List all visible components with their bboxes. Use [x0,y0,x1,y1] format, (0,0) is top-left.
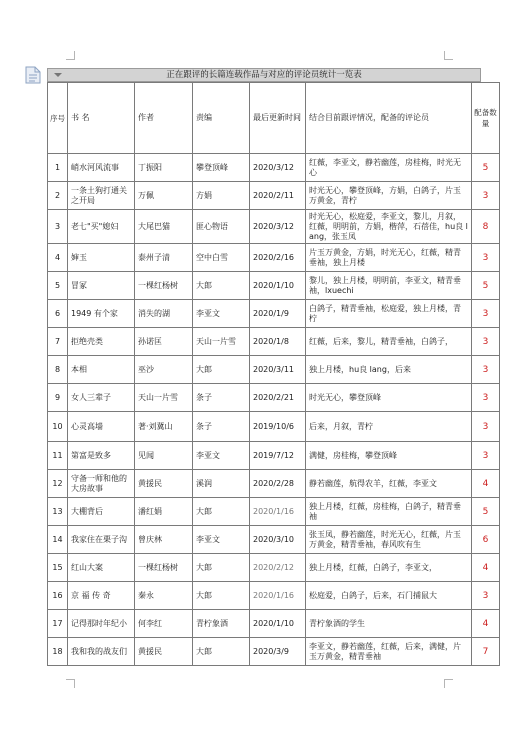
table-row [48,610,500,638]
row-book[interactable]: 记得那时年纪小 [68,610,135,638]
margin-mark-top-right [444,51,453,60]
row-count[interactable]: 5 [472,272,500,300]
row-date[interactable]: 2020/2/11 [250,182,306,210]
row-reviewers[interactable]: 青柠象酒的学生 [306,610,472,638]
header-book: 书 名 [68,83,135,154]
row-reviewers[interactable]: 时光无心，攀登顶峰，方娟，白鸽子，片玉万黄金，青柠 [306,182,472,210]
row-count[interactable]: 3 [472,244,500,272]
table-title: 正在跟评的长篇连载作品与对应的评论员统计一览表 [166,70,362,80]
row-author[interactable]: 秦永 [135,582,193,610]
row-index[interactable]: 8 [48,356,68,384]
row-reviewers[interactable]: 片玉万黄金，方娟，时光无心，红薇，精青垂袖，独上月楼 [306,244,472,272]
row-author[interactable]: 著·刘冀山 [135,412,193,442]
table-row [48,210,500,244]
header-index: 序号 [48,83,68,154]
row-index[interactable]: 15 [48,554,68,582]
row-book[interactable]: 守备一师和他的大房故事 [68,470,135,498]
row-reviewers[interactable]: 后来，月叙，青柠 [306,412,472,442]
row-count[interactable]: 7 [472,638,500,666]
row-author[interactable]: 黄援民 [135,638,193,666]
row-count[interactable]: 3 [472,182,500,210]
row-book[interactable]: 红山大案 [68,554,135,582]
row-editor[interactable]: 大郎 [193,554,250,582]
margin-mark-top-left [66,51,75,60]
reviewer-table [47,82,500,666]
row-date[interactable]: 2019/10/6 [250,412,306,442]
row-index[interactable]: 12 [48,470,68,498]
table-row [48,272,500,300]
row-index[interactable]: 13 [48,498,68,526]
row-editor[interactable]: 条子 [193,412,250,442]
document-icon[interactable] [25,66,41,84]
row-date[interactable]: 2020/1/16 [250,582,306,610]
table-row [48,182,500,210]
row-date[interactable]: 2020/1/16 [250,498,306,526]
row-reviewers[interactable]: 红薇，李亚文，静若幽莲，房桂梅，时光无心 [306,154,472,182]
row-date[interactable]: 2020/3/10 [250,526,306,554]
table-row [48,442,500,470]
row-index[interactable]: 4 [48,244,68,272]
table-row [48,470,500,498]
row-book[interactable]: 峭水河风流事 [68,154,135,182]
row-index[interactable]: 5 [48,272,68,300]
row-author[interactable]: 大尾巴猫 [135,210,193,244]
row-count[interactable]: 3 [472,328,500,356]
row-index[interactable]: 18 [48,638,68,666]
row-editor[interactable]: 空中白雪 [193,244,250,272]
row-author[interactable]: 巫沙 [135,356,193,384]
row-author[interactable]: 丁振阳 [135,154,193,182]
table-row [48,384,500,412]
collapse-arrow-icon[interactable] [54,73,62,77]
row-count[interactable]: 3 [472,412,500,442]
row-reviewers[interactable]: 红薇，后来，黎儿，精青垂袖，白鸽子， [306,328,472,356]
row-reviewers[interactable]: 白鸽子，精青垂袖，松庭爱，独上月楼，青柠 [306,300,472,328]
row-editor[interactable]: 大郎 [193,638,250,666]
table-row [48,412,500,442]
row-date[interactable]: 2020/2/21 [250,384,306,412]
row-reviewers[interactable]: 静若幽莲，航得农羊，红薇，李亚文 [306,470,472,498]
header-editor: 责编 [193,83,250,154]
row-index[interactable]: 2 [48,182,68,210]
row-index[interactable]: 1 [48,154,68,182]
row-reviewers[interactable]: 独上月楼，红薇，房桂梅，白鸽子，精青垂袖 [306,498,472,526]
header-updated: 最后更新时间 [250,83,306,154]
row-book[interactable]: 第富是致多 [68,442,135,470]
header-count: 配备数量 [472,83,500,154]
row-date[interactable]: 2020/3/11 [250,356,306,384]
row-date[interactable]: 2020/1/8 [250,328,306,356]
row-author[interactable]: 消失的湖 [135,300,193,328]
row-editor[interactable]: 李亚文 [193,526,250,554]
row-date[interactable]: 2020/2/12 [250,554,306,582]
row-editor[interactable]: 李亚文 [193,300,250,328]
row-reviewers[interactable]: 独上月楼，红薇，白鸽子，李亚文， [306,554,472,582]
row-author[interactable]: 曾庆林 [135,526,193,554]
row-author[interactable]: 泰州子清 [135,244,193,272]
row-editor[interactable]: 天山一片雪 [193,328,250,356]
row-book[interactable]: 婶玉 [68,244,135,272]
header-author: 作者 [135,83,193,154]
row-date[interactable]: 2020/2/16 [250,244,306,272]
row-index[interactable]: 7 [48,328,68,356]
row-index[interactable]: 9 [48,384,68,412]
row-editor[interactable]: 匪心物语 [193,210,250,244]
table-row [48,554,500,582]
row-book[interactable]: 京 福 传 奇 [68,582,135,610]
table-row [48,498,500,526]
margin-mark-bottom-right [444,679,453,688]
row-author[interactable]: 孙诺匡 [135,328,193,356]
row-index[interactable]: 14 [48,526,68,554]
table-row [48,328,500,356]
table-row [48,526,500,554]
table-row [48,300,500,328]
row-count[interactable]: 4 [472,610,500,638]
row-date[interactable]: 2020/1/10 [250,272,306,300]
row-book[interactable]: 女人三辈子 [68,384,135,412]
row-author[interactable]: 黄援民 [135,470,193,498]
table-title-bar[interactable] [47,68,481,82]
row-date[interactable]: 2020/1/10 [250,610,306,638]
row-author[interactable]: 潘红娟 [135,498,193,526]
row-date[interactable]: 2020/3/9 [250,638,306,666]
row-reviewers[interactable]: 李亚文，静若幽莲，红薇，后来，满健，片玉万黄金，精青垂袖 [306,638,472,666]
table-row [48,154,500,182]
row-reviewers[interactable]: 松庭爱，白鸽子，后来，石门捕鼠大 [306,582,472,610]
row-count[interactable]: 3 [472,300,500,328]
row-author[interactable]: 见闻 [135,442,193,470]
row-book[interactable]: 我和我的战友们 [68,638,135,666]
header-row [48,83,500,154]
row-date[interactable]: 2020/2/28 [250,470,306,498]
row-book[interactable]: 我家住在栗子沟 [68,526,135,554]
row-book[interactable]: 本相 [68,356,135,384]
table-row [48,356,500,384]
row-author[interactable]: 万佩 [135,182,193,210]
row-index[interactable]: 10 [48,412,68,442]
row-book[interactable]: 大棚背后 [68,498,135,526]
row-book[interactable]: 拒绝壳类 [68,328,135,356]
row-reviewers[interactable]: 时光无心，攀登顶峰 [306,384,472,412]
row-index[interactable]: 11 [48,442,68,470]
row-count[interactable]: 4 [472,554,500,582]
row-count[interactable]: 3 [472,384,500,412]
row-editor[interactable]: 大郎 [193,356,250,384]
row-editor[interactable]: 李亚文 [193,442,250,470]
row-book[interactable]: 1949 有个家 [68,300,135,328]
row-index[interactable]: 17 [48,610,68,638]
row-reviewers[interactable]: 时光无心，松庭爱，李亚文，黎儿，月叙，红薇，明明前，方娟，楷萍，石蓓佳，hu良 lang，张玉凤 [306,210,472,244]
row-author[interactable]: 一棵红杨树 [135,554,193,582]
table-row [48,244,500,272]
row-editor[interactable]: 大郎 [193,582,250,610]
row-count[interactable]: 4 [472,470,500,498]
row-date[interactable]: 2020/3/12 [250,154,306,182]
row-author[interactable]: 何李红 [135,610,193,638]
row-editor[interactable]: 条子 [193,384,250,412]
row-book[interactable]: 冒冢 [68,272,135,300]
row-editor[interactable]: 青柠象酒 [193,610,250,638]
row-count[interactable]: 3 [472,442,500,470]
row-book[interactable]: 老七"买"媳妇 [68,210,135,244]
table-row [48,638,500,666]
table-row [48,582,500,610]
row-editor[interactable]: 攀登顶峰 [193,154,250,182]
row-count[interactable]: 3 [472,356,500,384]
row-index[interactable]: 16 [48,582,68,610]
row-editor[interactable]: 大郎 [193,272,250,300]
row-index[interactable]: 6 [48,300,68,328]
row-count[interactable]: 3 [472,582,500,610]
row-count[interactable]: 6 [472,526,500,554]
margin-mark-bottom-left [66,679,75,688]
row-reviewers[interactable]: 张玉凤，静若幽莲，时光无心，红薇，片玉万黄金，精青垂袖，春风吹有生 [306,526,472,554]
row-book[interactable]: 一条土狗打通关之开局 [68,182,135,210]
row-author[interactable]: 一棵红杨树 [135,272,193,300]
row-count[interactable]: 5 [472,498,500,526]
row-index[interactable]: 3 [48,210,68,244]
row-editor[interactable]: 方娟 [193,182,250,210]
row-editor[interactable]: 大郎 [193,498,250,526]
row-reviewers[interactable]: 独上月楼，hu良 lang，后来 [306,356,472,384]
row-author[interactable]: 天山一片雪 [135,384,193,412]
row-reviewers[interactable]: 黎儿，独上月楼，明明前，李亚文，精青垂袖，lxuechi [306,272,472,300]
row-book[interactable]: 心灵高墙 [68,412,135,442]
row-date[interactable]: 2019/7/12 [250,442,306,470]
row-editor[interactable]: 溪润 [193,470,250,498]
header-status: 结合目前跟评情况，配备的评论员 [306,83,472,154]
row-count[interactable]: 8 [472,210,500,244]
row-count[interactable]: 5 [472,154,500,182]
row-reviewers[interactable]: 满健，房桂梅，攀登顶峰 [306,442,472,470]
row-date[interactable]: 2020/1/9 [250,300,306,328]
row-date[interactable]: 2020/3/12 [250,210,306,244]
